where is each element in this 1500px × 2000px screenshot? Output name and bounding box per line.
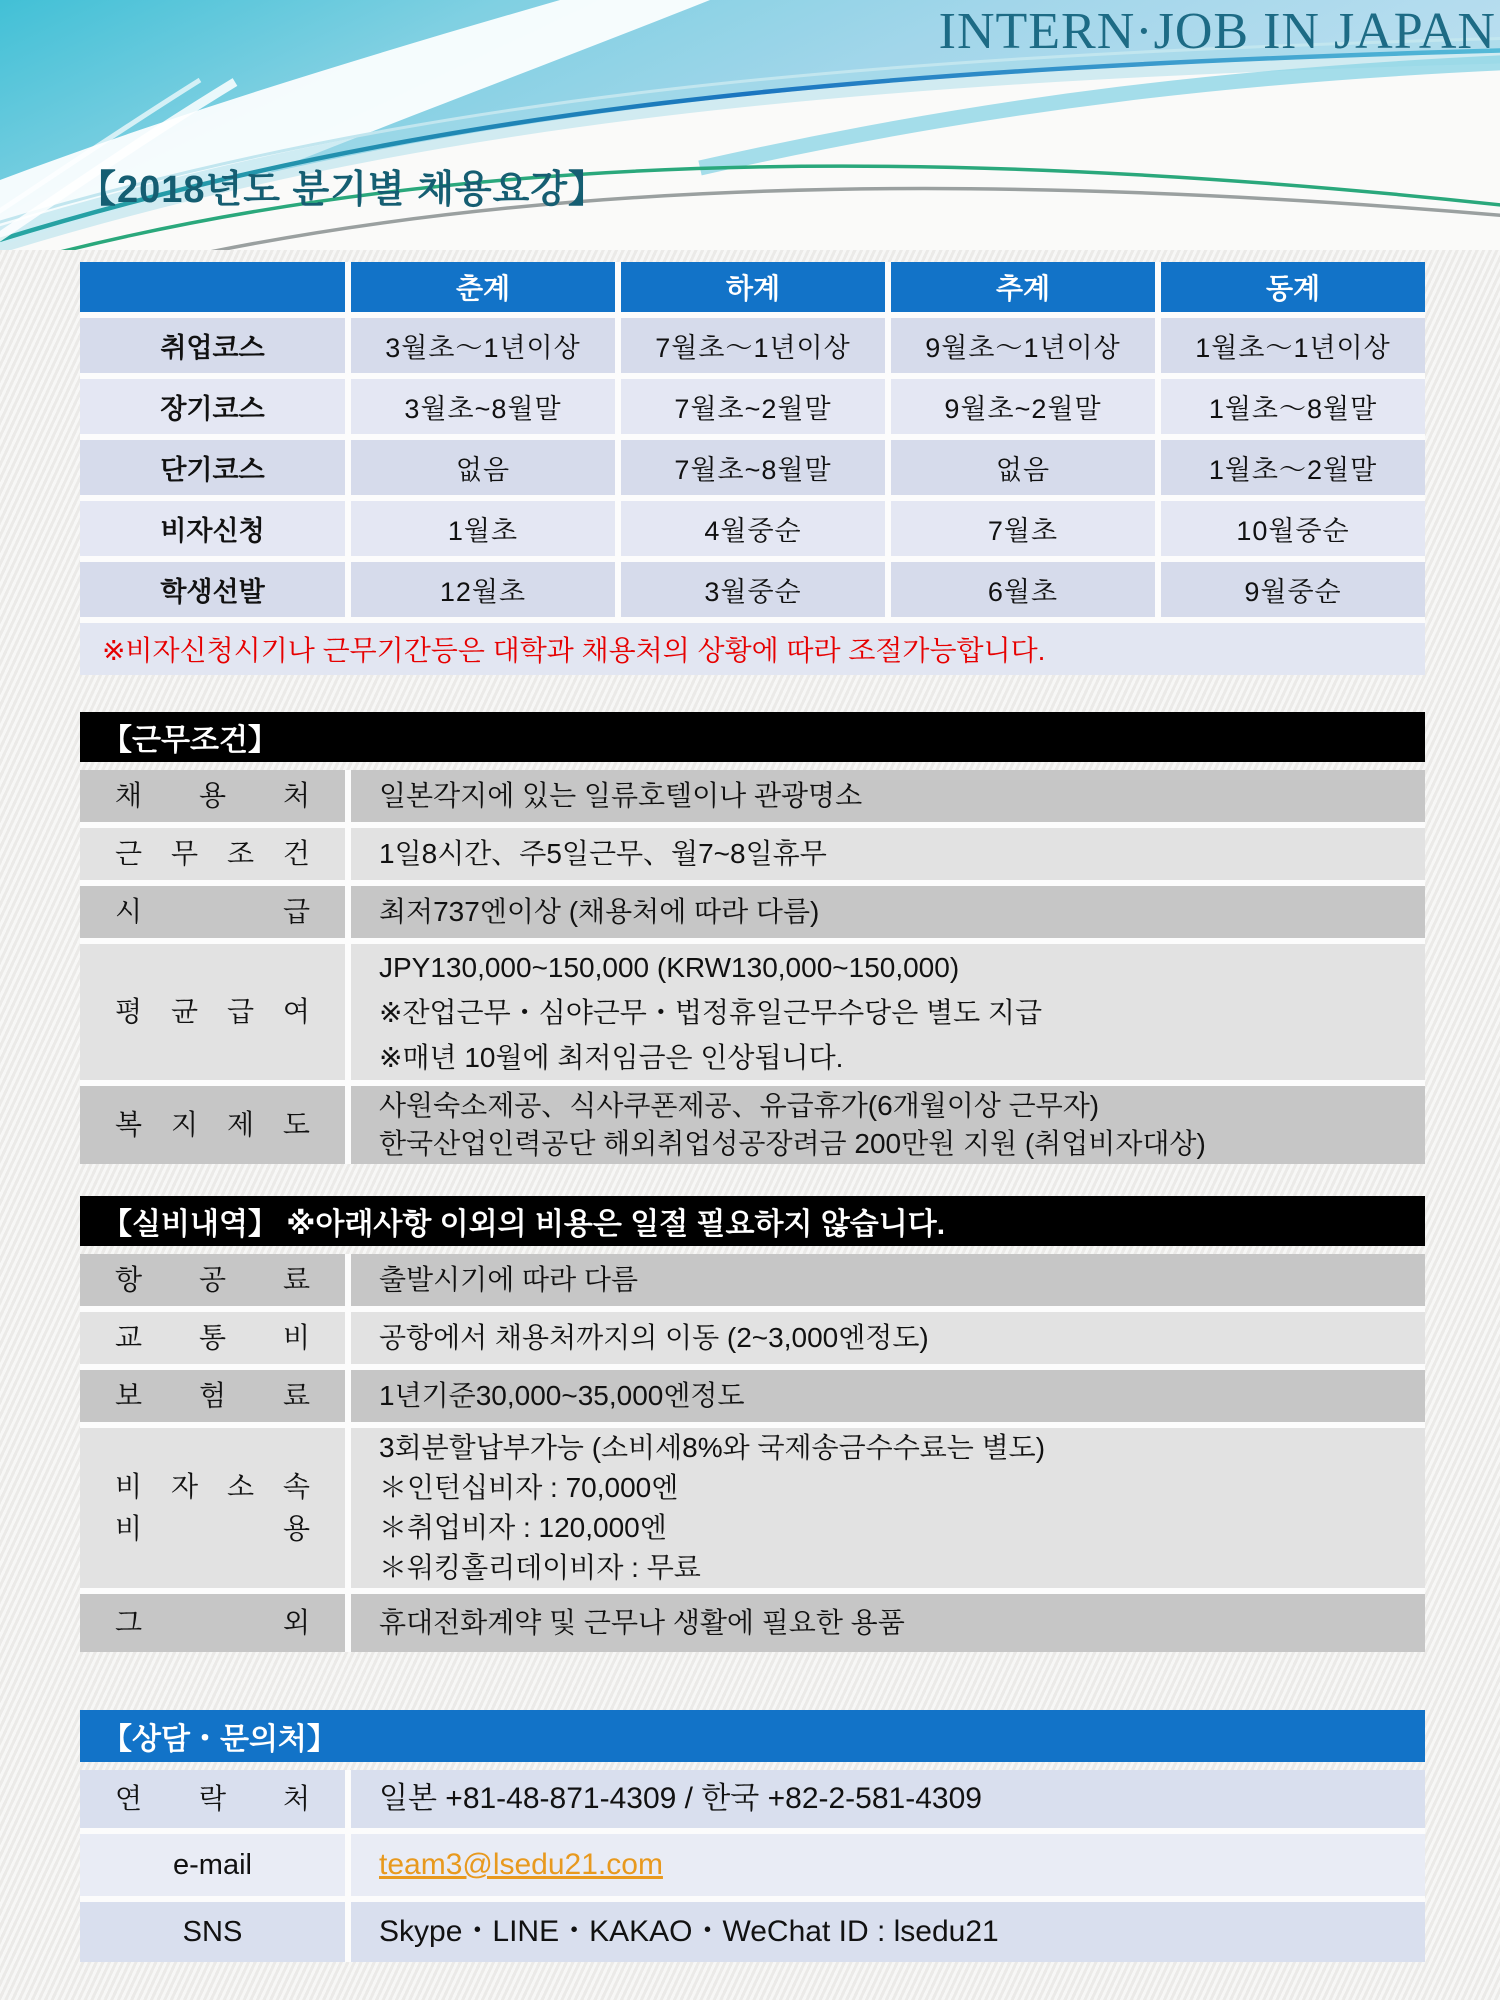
schedule-cell: 3월초~8월말: [351, 379, 615, 434]
row-value-visa-fees: 3회분할납부가능 (소비세8%와 국제송금수수료는 별도) ＊인턴십비자 : 70,000엔 ＊취업비자 : 120,000엔 ＊워킹홀리데이비자 : 무료: [351, 1428, 1425, 1588]
email-link[interactable]: team3@lsedu21.com: [379, 1848, 663, 1881]
schedule-header-empty: [80, 262, 345, 312]
row-label-others: 그 외: [80, 1594, 345, 1652]
schedule-row-label: 단기코스: [80, 440, 345, 495]
row-label-phone: 연 락 처: [80, 1770, 345, 1828]
schedule-cell: 9월초～1년이상: [891, 318, 1155, 373]
row-label-hourly-wage: 시 급: [80, 886, 345, 938]
row-value-others: 휴대전화계약 및 근무나 생활에 필요한 용품: [351, 1594, 1425, 1652]
row-value-email: [351, 1834, 1425, 1896]
row-label-airfare: 항 공 료: [80, 1254, 345, 1306]
row-value-welfare: 사원숙소제공、식사쿠폰제공、유급휴가(6개월이상 근무자) 한국산업인력공단 해외취업성공장려금 200만원 지원 (취업비자대상): [351, 1086, 1425, 1164]
row-value-hourly-wage: 최저737엔이상 (채용처에 따라 다름): [351, 886, 1425, 938]
row-label-average-salary: 평 균 급 여: [80, 944, 345, 1080]
schedule-row-label: 비자신청: [80, 501, 345, 556]
row-value-airfare: 출발시기에 따라 다름: [351, 1254, 1425, 1306]
schedule-cell: 없음: [891, 440, 1155, 495]
section-bar-contact: [80, 1710, 1425, 1762]
schedule-cell: 7월초: [891, 501, 1155, 556]
section-bar-expenses: [80, 1196, 1425, 1246]
row-label-email: e-mail: [80, 1834, 345, 1896]
row-value-transport: 공항에서 채용처까지의 이동 (2~3,000엔정도): [351, 1312, 1425, 1364]
header-banner: [0, 0, 1500, 250]
schedule-row-label: 학생선발: [80, 562, 345, 617]
row-label-insurance: 보 험 료: [80, 1370, 345, 1422]
phone-numbers: 일본 +81-48-871-4309 / 한국 +82-2-581-4309: [351, 1770, 1425, 1828]
schedule-row-label: 취업코스: [80, 318, 345, 373]
schedule-header-spring: 춘계: [351, 262, 615, 312]
row-value-work-hours: 1일8시간、주5일근무、월7~8일휴무: [351, 828, 1425, 880]
row-value-average-salary: JPY130,000~150,000 (KRW130,000~150,000) ※잔업근무・심야근무・법정휴일근무수당은 별도 지급 ※매년 10월에 최저임금은 인상됩니다.: [351, 944, 1425, 1080]
row-label-sns: SNS: [80, 1902, 345, 1962]
schedule-cell: 6월초: [891, 562, 1155, 617]
schedule-row-label: 장기코스: [80, 379, 345, 434]
schedule-cell: 4월중순: [621, 501, 885, 556]
schedule-cell: 9월초~2월말: [891, 379, 1155, 434]
section-title: 【실비내역】 ※아래사항 이외의 비용은 일절 필요하지 않습니다.: [102, 1208, 946, 1241]
schedule-cell: 3월초～1년이상: [351, 318, 615, 373]
contact-table: [80, 1770, 1425, 1962]
sns-ids: Skype・LINE・KAKAO・WeChat ID : lsedu21: [351, 1902, 1425, 1962]
schedule-cell: 7월초～1년이상: [621, 318, 885, 373]
schedule-cell: 3월중순: [621, 562, 885, 617]
schedule-cell: 7월초~8월말: [621, 440, 885, 495]
page-title: 【2018년도 분기별 채용요강】: [78, 169, 608, 211]
section-title: 【상담・문의처】: [102, 1723, 337, 1756]
schedule-cell: 1월초～1년이상: [1161, 318, 1425, 373]
section-title: 【근무조건】: [102, 724, 278, 757]
schedule-cell: 1월초～2월말: [1161, 440, 1425, 495]
schedule-cell: 없음: [351, 440, 615, 495]
row-label-work-hours: 근 무 조 건: [80, 828, 345, 880]
row-label-visa-fees: 비 자 소 속 비 용: [80, 1428, 345, 1588]
work-conditions-table: [80, 770, 1425, 1164]
row-value-employer: 일본각지에 있는 일류호텔이나 관광명소: [351, 770, 1425, 822]
schedule-header-autumn: 추계: [891, 262, 1155, 312]
row-label-transport: 교 통 비: [80, 1312, 345, 1364]
schedule-cell: 1월초～8월말: [1161, 379, 1425, 434]
schedule-header-winter: 동계: [1161, 262, 1425, 312]
schedule-cell: 1월초: [351, 501, 615, 556]
section-bar-work-conditions: [80, 712, 1425, 762]
row-value-insurance: 1년기준30,000~35,000엔정도: [351, 1370, 1425, 1422]
expenses-table: [80, 1254, 1425, 1652]
schedule-note: ※비자신청시기나 근무기간등은 대학과 채용처의 상황에 따라 조절가능합니다.: [80, 623, 1425, 675]
row-label-welfare: 복 지 제 도: [80, 1086, 345, 1164]
row-label-employer: 채 용 처: [80, 770, 345, 822]
schedule-header-summer: 하계: [621, 262, 885, 312]
schedule-cell: 10월중순: [1161, 501, 1425, 556]
schedule-cell: 12월초: [351, 562, 615, 617]
schedule-table: [80, 262, 1425, 675]
schedule-cell: 7월초~2월말: [621, 379, 885, 434]
brand-title: INTERN·JOB IN JAPAN: [938, 3, 1496, 60]
schedule-cell: 9월중순: [1161, 562, 1425, 617]
